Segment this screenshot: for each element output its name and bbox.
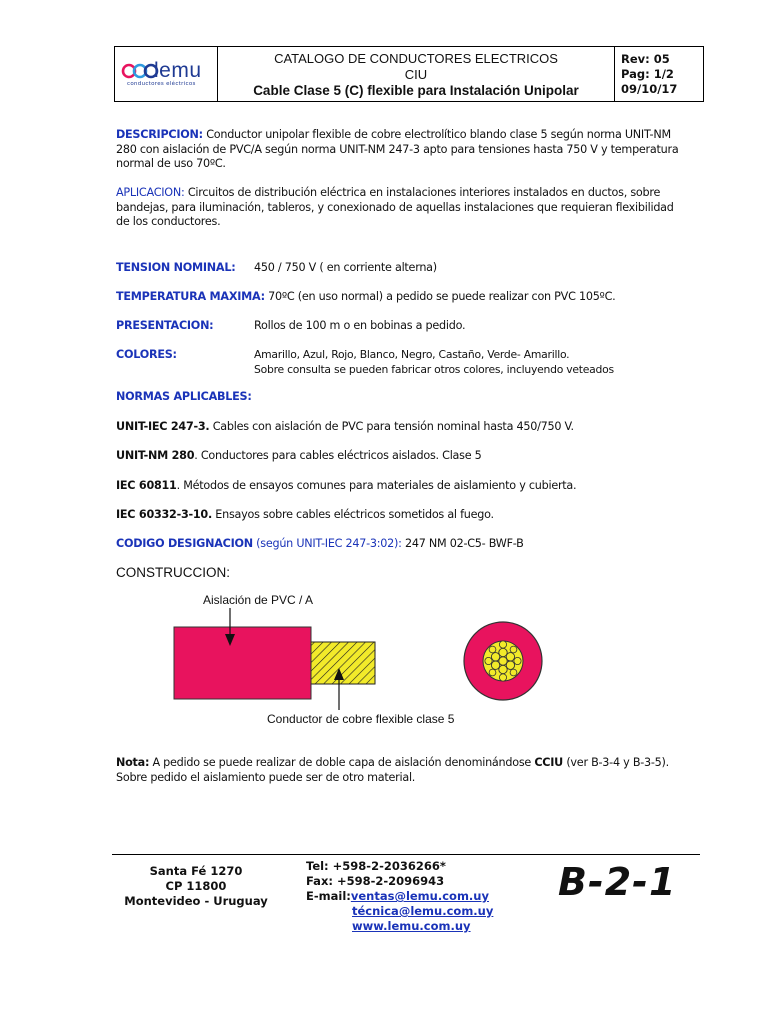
- header-title: [218, 47, 615, 101]
- revision: Rev: 05: [621, 52, 670, 66]
- logo-text: lemu: [154, 59, 202, 82]
- norma-item: [116, 449, 482, 464]
- construccion-title: CONSTRUCCION:: [116, 565, 230, 580]
- aplicacion-line-3: de los conductores.: [116, 215, 221, 228]
- norma-text: . Conductores para cables eléctricos aislados. Clase 5: [194, 449, 482, 462]
- aislacion-label: Aislación de PVC / A: [203, 593, 314, 607]
- email-label: E-mail:: [306, 889, 351, 903]
- codigo-row: [116, 537, 524, 552]
- nota-line-2: Sobre pedido el aislamiento puede ser de otro material.: [116, 770, 416, 784]
- descripcion-label: DESCRIPCION:: [116, 128, 203, 141]
- colores-label: COLORES:: [116, 348, 177, 361]
- footer-contact: [306, 859, 493, 934]
- descripcion-line-3: normal de uso 70ºC.: [116, 157, 226, 170]
- norma-code: IEC 60811: [116, 479, 177, 492]
- page-number: Pag: 1/2: [621, 67, 674, 81]
- norma-text: Ensayos sobre cables eléctricos sometidos al fuego.: [211, 508, 494, 521]
- phone: Tel: +598-2-2036266*: [306, 859, 446, 873]
- presentacion-row: [116, 319, 213, 334]
- title-line-2: CIU: [404, 67, 428, 82]
- address-street: Santa Fé 1270: [149, 864, 243, 878]
- norma-item: [116, 420, 574, 435]
- cable-diagram: [170, 608, 550, 714]
- norma-code: UNIT-IEC 247-3.: [116, 420, 210, 433]
- normas-label: NORMAS APLICABLES:: [116, 390, 252, 403]
- nota-cciu: CCIU: [534, 756, 564, 769]
- colores-line-1: Amarillo, Azul, Rojo, Blanco, Negro, Castaño, Verde- Amarillo.: [254, 348, 570, 361]
- temperatura-label: TEMPERATURA MAXIMA:: [116, 290, 265, 303]
- norma-item: [116, 508, 494, 523]
- tension-label: TENSION NOMINAL:: [116, 261, 236, 274]
- temperatura-value: 70ºC (en uso normal) a pedido se puede realizar con PVC 105ºC.: [264, 290, 616, 303]
- title-line-1: CATALOGO DE CONDUCTORES ELECTRICOS: [274, 51, 558, 66]
- website-link[interactable]: www.lemu.com.uy: [352, 919, 471, 933]
- codigo-label: CODIGO DESIGNACION: [116, 537, 253, 550]
- cross-section-icon: [464, 622, 542, 700]
- temperatura-row: [116, 290, 615, 305]
- aplicacion-line-1: Circuitos de distribución eléctrica en instalaciones interiores instalados en ductos, sobre: [184, 186, 661, 199]
- presentacion-label: PRESENTACION:: [116, 319, 214, 332]
- aplicacion-paragraph: [116, 186, 674, 230]
- email-ventas-link[interactable]: ventas@lemu.com.uy: [350, 889, 489, 903]
- insulation-sheath-icon: [174, 627, 311, 699]
- logo-cell: [115, 47, 218, 101]
- presentacion-value: Rollos de 100 m o en bobinas a pedido.: [254, 319, 466, 332]
- colores-line-2: Sobre consulta se pueden fabricar otros colores, incluyendo veteados: [254, 362, 614, 376]
- footer-divider: [112, 854, 700, 855]
- norma-text: . Métodos de ensayos comunes para materiales de aislamiento y cubierta.: [176, 479, 577, 492]
- address-postcode: CP 11800: [165, 879, 227, 893]
- email-tecnica-link[interactable]: técnica@lemu.com.uy: [352, 904, 494, 918]
- tension-value: 450 / 750 V ( en corriente alterna): [254, 261, 437, 274]
- conductor-label: Conductor de cobre flexible clase 5: [267, 712, 455, 726]
- descripcion-paragraph: [116, 128, 678, 172]
- revision-date: 09/10/17: [621, 82, 678, 96]
- address-city: Montevideo - Uruguay: [124, 894, 268, 908]
- colores-values: [254, 348, 614, 377]
- codigo-ref: (según UNIT-IEC 247-3:02):: [252, 537, 402, 550]
- descripcion-line-2: 280 con aislación de PVC/A según norma UNIT-NM 247-3 apto para tensiones hasta 750 V y temperatura: [116, 142, 679, 156]
- header-table: [114, 46, 704, 102]
- colores-row: [116, 348, 177, 363]
- codigo-value: 247 NM 02-C5- BWF-B: [401, 537, 524, 550]
- revision-cell: [615, 47, 703, 101]
- norma-item: [116, 479, 576, 494]
- nota-text-2: (ver B-3-4 y B-3-5).: [563, 756, 669, 769]
- title-line-3: Cable Clase 5 (C) flexible para Instalación Unipolar: [253, 83, 579, 98]
- nota-text-1: A pedido se puede realizar de doble capa de aislación denominándose: [149, 756, 535, 769]
- fax: Fax: +598-2-2096943: [306, 874, 445, 888]
- norma-code: UNIT-NM 280: [116, 449, 195, 462]
- nota-label: Nota:: [116, 756, 150, 769]
- norma-code: IEC 60332-3-10.: [116, 508, 212, 521]
- nota-paragraph: [116, 756, 669, 785]
- norma-text: Cables con aislación de PVC para tensión nominal hasta 450/750 V.: [209, 420, 574, 433]
- descripcion-line-1: Conductor unipolar flexible de cobre electrolítico blando clase 5 según norma UNIT-NM: [202, 128, 671, 141]
- document-code: B-2-1: [558, 860, 677, 904]
- footer-address: [116, 864, 276, 909]
- aplicacion-label: APLICACION:: [116, 186, 185, 199]
- tension-row: [116, 261, 235, 276]
- aplicacion-line-2: bandejas, para iluminación, tableros, y conexionado de aquellas instalaciones que requieran flexibilidad: [116, 200, 674, 214]
- logo-subtitle: conductores eléctricos: [127, 81, 196, 87]
